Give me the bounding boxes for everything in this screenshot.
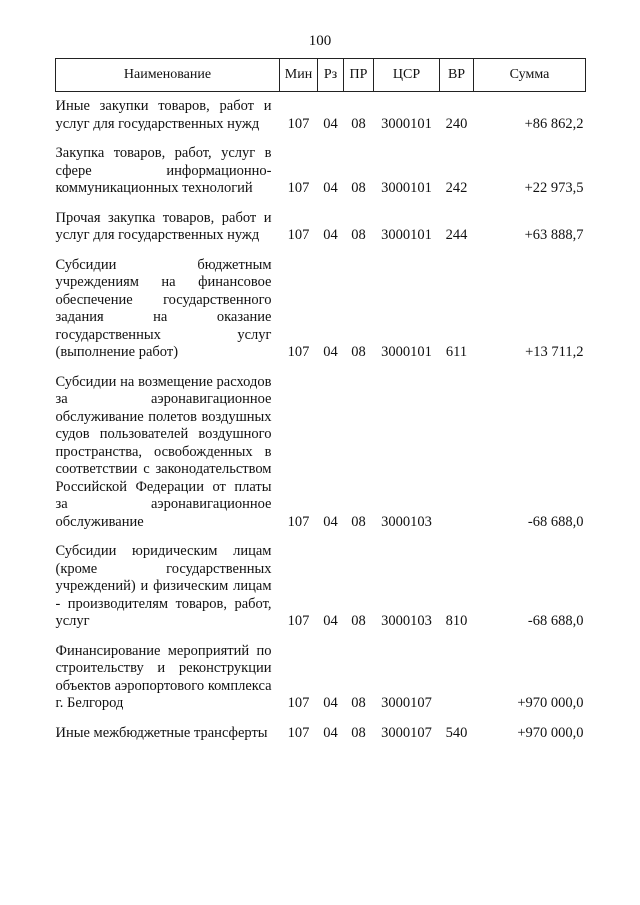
row-sum: -68 688,0 [527,513,584,530]
row-min: 107 [287,115,310,132]
row-sum: -68 688,0 [527,613,584,629]
header-pr: ПР [344,59,374,92]
row-csr: 3000103 [381,513,432,530]
row-pr: 08 [351,115,366,132]
row-rz: 04 [323,344,338,360]
table-header-row [56,59,586,92]
row-vr: 242 [445,180,468,196]
row-rz: 04 [323,227,338,243]
row-rz: 04 [323,613,338,629]
table-row [56,204,586,251]
header-sum: Сумма [474,59,586,92]
row-vr [440,368,474,538]
row-pr: 08 [351,695,366,711]
table-row [56,537,586,637]
table-row [56,139,586,204]
row-pr: 08 [351,227,366,243]
row-name: Финансирование мероприятий по строительству и реконструкции объектов аэропортового комплекса г. Белгород [55,642,272,711]
header-min: Мин [280,59,318,92]
row-vr: 810 [445,613,468,629]
row-csr: 3000101 [381,227,432,243]
row-min: 107 [287,344,310,360]
row-pr: 08 [351,513,366,530]
row-csr: 3000101 [381,115,432,132]
row-sum: +13 711,2 [525,344,584,360]
row-min: 107 [287,613,310,629]
row-sum: +970 000,0 [517,695,584,711]
row-min: 107 [287,180,310,196]
row-csr: 3000101 [381,180,432,196]
row-csr: 3000103 [381,613,432,629]
row-name: Субсидии бюджетным учреждениям на финансовое обеспечение государственного задания на оказание государственных услуг (выполнение работ) [55,256,272,360]
table-row [56,637,586,719]
row-sum: +63 888,7 [524,227,584,243]
row-csr: 3000101 [381,344,432,360]
row-rz: 04 [323,115,338,132]
page-number: 100 [308,33,332,49]
table-row [56,368,586,538]
row-vr [440,637,474,719]
header-rz: Рз [318,59,344,92]
row-vr: 240 [445,115,468,132]
row-pr: 08 [351,344,366,360]
table-row [56,92,586,140]
row-csr: 3000107 [381,695,432,711]
row-min: 107 [287,724,310,741]
row-pr: 08 [351,724,366,741]
row-rz: 04 [323,724,338,741]
row-rz: 04 [323,695,338,711]
row-name: Субсидии на возмещение расходов за аэронавигационное обслуживание полетов воздушных судов пользователей воздушного пространства, освобожденных в соответствии с законодательством Российской Федерации от платы за аэронавигационное обслуживание [55,373,272,530]
row-vr: 540 [445,724,468,741]
row-csr: 3000107 [381,724,432,741]
row-name: Субсидии юридическим лицам (кроме государственных учреждений) и физическим лицам - производителям товаров, работ, услуг [55,543,272,629]
row-rz: 04 [323,513,338,530]
row-vr: 611 [445,344,468,360]
row-name: Иные закупки товаров, работ и услуг для государственных нужд [55,98,272,132]
row-name: Закупка товаров, работ, услуг в сфере информационно-коммуникационных технологий [55,145,272,196]
row-sum: +970 000,0 [517,724,584,741]
budget-table [55,58,586,748]
header-csr: ЦСР [374,59,440,92]
header-name: Наименование [56,59,280,92]
table-row [56,251,586,368]
row-sum: +22 973,5 [524,180,584,196]
row-vr: 244 [445,227,468,243]
row-name: Иные межбюджетные трансферты [55,724,268,741]
row-sum: +86 862,2 [524,115,584,132]
row-min: 107 [287,227,310,243]
row-rz: 04 [323,180,338,196]
row-min: 107 [287,513,310,530]
row-min: 107 [287,695,310,711]
row-name: Прочая закупка товаров, работ и услуг для государственных нужд [55,209,272,243]
row-pr: 08 [351,613,366,629]
header-vr: ВР [440,59,474,92]
row-pr: 08 [351,180,366,196]
table-row [56,719,586,749]
